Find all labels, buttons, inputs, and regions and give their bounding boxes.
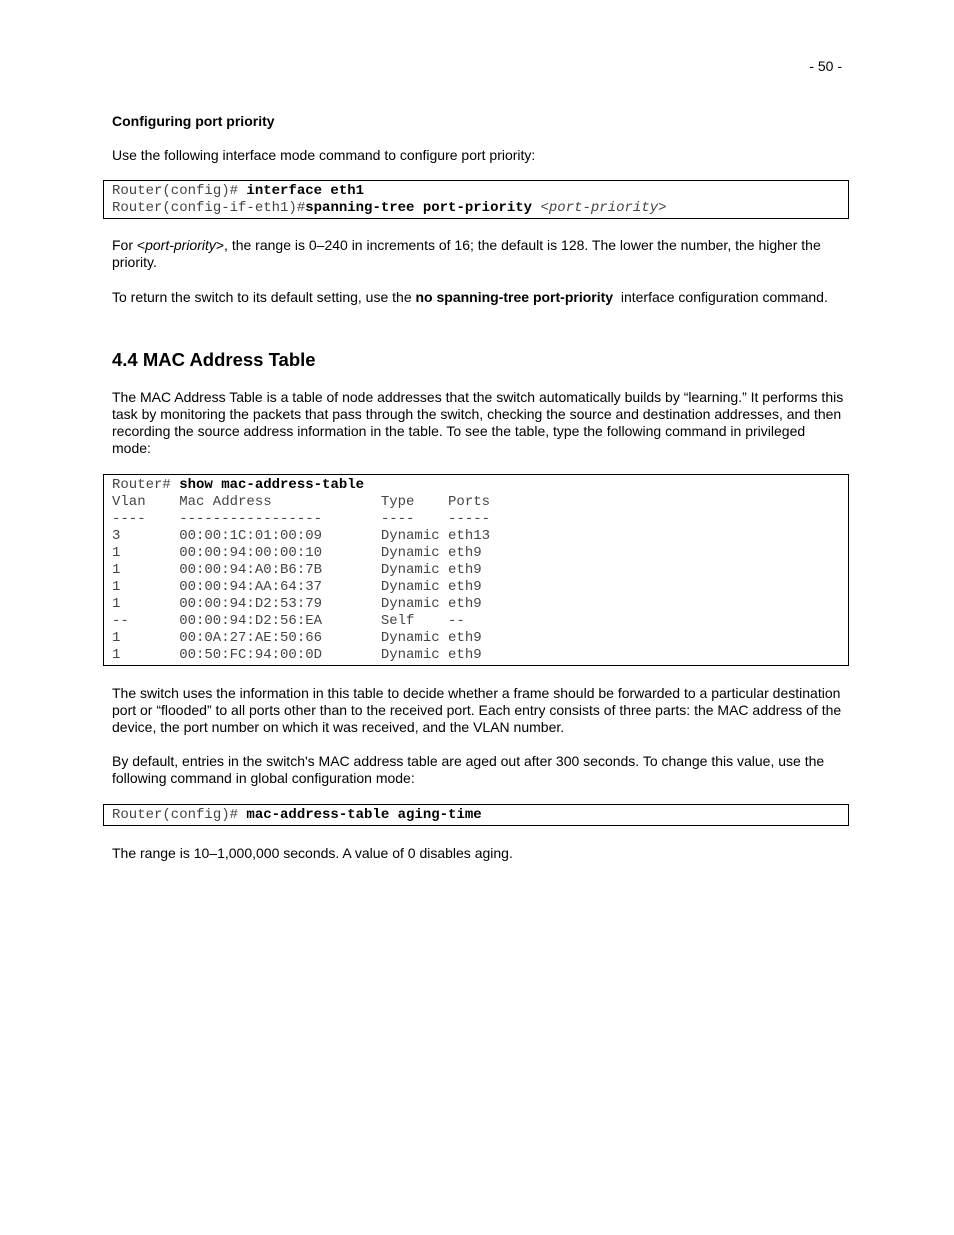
text: interface configuration command. bbox=[613, 289, 828, 305]
table-row bbox=[112, 545, 848, 562]
vlan-cell: 1 bbox=[112, 630, 121, 646]
text: For < bbox=[112, 237, 146, 253]
code-prompt: Router(config-if-eth1)# bbox=[112, 200, 306, 216]
separator: ---- bbox=[380, 511, 415, 527]
vlan-cell: 1 bbox=[112, 562, 121, 578]
type-cell: Dynamic bbox=[380, 562, 440, 578]
code-prompt: Router# bbox=[112, 477, 180, 493]
type-cell: Self bbox=[380, 613, 415, 629]
column-header: Type bbox=[380, 494, 415, 510]
column-header: Mac Address bbox=[179, 494, 272, 510]
type-cell: Dynamic bbox=[380, 630, 440, 646]
page-content bbox=[112, 58, 847, 862]
vlan-cell: 3 bbox=[112, 528, 121, 544]
aging-paragraph: By default, entries in the switch's MAC address table are aged out after 300 seconds. To change this value, use the following command in global configuration mode: bbox=[112, 753, 825, 786]
code-command: show mac-address-table bbox=[179, 477, 365, 493]
section-heading-mac-table: 4.4 MAC Address Table bbox=[112, 349, 316, 370]
table-row bbox=[112, 596, 848, 613]
code-command: mac-address-table aging-time bbox=[246, 807, 482, 823]
mac-address-cell: 00:00:94:A0:B6:7B bbox=[179, 562, 323, 578]
mac-address-cell: 00:00:94:00:00:10 bbox=[179, 545, 323, 561]
mac-address-cell: 00:00:94:D2:53:79 bbox=[179, 596, 323, 612]
column-header: Vlan bbox=[112, 494, 146, 510]
code-command: spanning-tree port-priority bbox=[305, 200, 533, 216]
vlan-cell: 1 bbox=[112, 545, 121, 561]
port-cell: eth9 bbox=[448, 562, 482, 578]
page-number: - 50 - bbox=[809, 58, 842, 74]
table-body bbox=[112, 528, 848, 664]
table-row bbox=[112, 562, 848, 579]
type-cell: Dynamic bbox=[380, 579, 440, 595]
mac-address-cell: 00:50:FC:94:00:0D bbox=[179, 647, 323, 663]
code-prompt: Router(config)# bbox=[112, 183, 247, 199]
port-cell: eth13 bbox=[448, 528, 491, 544]
port-cell: -- bbox=[448, 613, 465, 629]
mac-table-intro: The MAC Address Table is a table of node addresses that the switch automatically builds by “learning.” It performs this task by monitoring the packets that pass through the switch, checking the source and destination addresses, and then recording the source address information in the table. To see the table, type the following command in privileged mode: bbox=[112, 389, 844, 456]
mac-address-cell: 00:00:94:D2:56:EA bbox=[179, 613, 323, 629]
section-heading-port-priority: Configuring port priority bbox=[112, 113, 275, 129]
code-block-mac-table bbox=[103, 474, 849, 666]
text: To return the switch to its default setting, use the bbox=[112, 289, 416, 305]
port-priority-range-paragraph bbox=[112, 237, 847, 271]
port-priority-default-paragraph bbox=[112, 289, 847, 306]
code-argument: <port-priority> bbox=[540, 200, 667, 216]
vlan-cell: 1 bbox=[112, 579, 121, 595]
vlan-cell: 1 bbox=[112, 596, 121, 612]
vlan-cell: -- bbox=[112, 613, 129, 629]
type-cell: Dynamic bbox=[380, 596, 440, 612]
mac-address-cell: 00:0A:27:AE:50:66 bbox=[179, 630, 323, 646]
aging-range-paragraph: The range is 10–1,000,000 seconds. A value of 0 disables aging. bbox=[112, 845, 513, 861]
port-cell: eth9 bbox=[448, 630, 482, 646]
type-cell: Dynamic bbox=[380, 545, 440, 561]
table-row bbox=[112, 630, 848, 647]
column-header: Ports bbox=[448, 494, 491, 510]
separator: ----------------- bbox=[179, 511, 323, 527]
table-row bbox=[112, 613, 848, 630]
mac-table-usage-paragraph: The switch uses the information in this table to decide whether a frame should be forwarded to a particular destination port or “flooded” to all ports other than to the received port. Each entry consists of three parts: the MAC address of the device, the port number on which it was received, and the VLAN number. bbox=[112, 685, 842, 735]
code-block-aging-time bbox=[103, 804, 849, 826]
table-row bbox=[112, 647, 848, 664]
table-row bbox=[112, 528, 848, 545]
separator: ---- bbox=[112, 511, 146, 527]
port-cell: eth9 bbox=[448, 579, 482, 595]
argument-text: port-priority bbox=[145, 237, 216, 253]
text: >, the range is 0–240 in increments of 16; the default is 128. The lower the number, the higher the priority. bbox=[112, 237, 821, 270]
code-command: interface eth1 bbox=[246, 183, 365, 199]
mac-address-cell: 00:00:1C:01:00:09 bbox=[179, 528, 323, 544]
vlan-cell: 1 bbox=[112, 647, 121, 663]
table-header bbox=[112, 494, 848, 511]
table-row bbox=[112, 579, 848, 596]
code-prompt: Router(config)# bbox=[112, 807, 247, 823]
type-cell: Dynamic bbox=[380, 647, 440, 663]
mac-address-cell: 00:00:94:AA:64:37 bbox=[179, 579, 323, 595]
port-priority-intro: Use the following interface mode command to configure port priority: bbox=[112, 147, 536, 163]
code-block-port-priority bbox=[103, 180, 849, 219]
separator: ----- bbox=[448, 511, 491, 527]
type-cell: Dynamic bbox=[380, 528, 440, 544]
command-text: no spanning-tree port-priority bbox=[415, 289, 614, 305]
port-cell: eth9 bbox=[448, 596, 482, 612]
port-cell: eth9 bbox=[448, 545, 482, 561]
port-cell: eth9 bbox=[448, 647, 482, 663]
table-separator bbox=[112, 511, 848, 528]
